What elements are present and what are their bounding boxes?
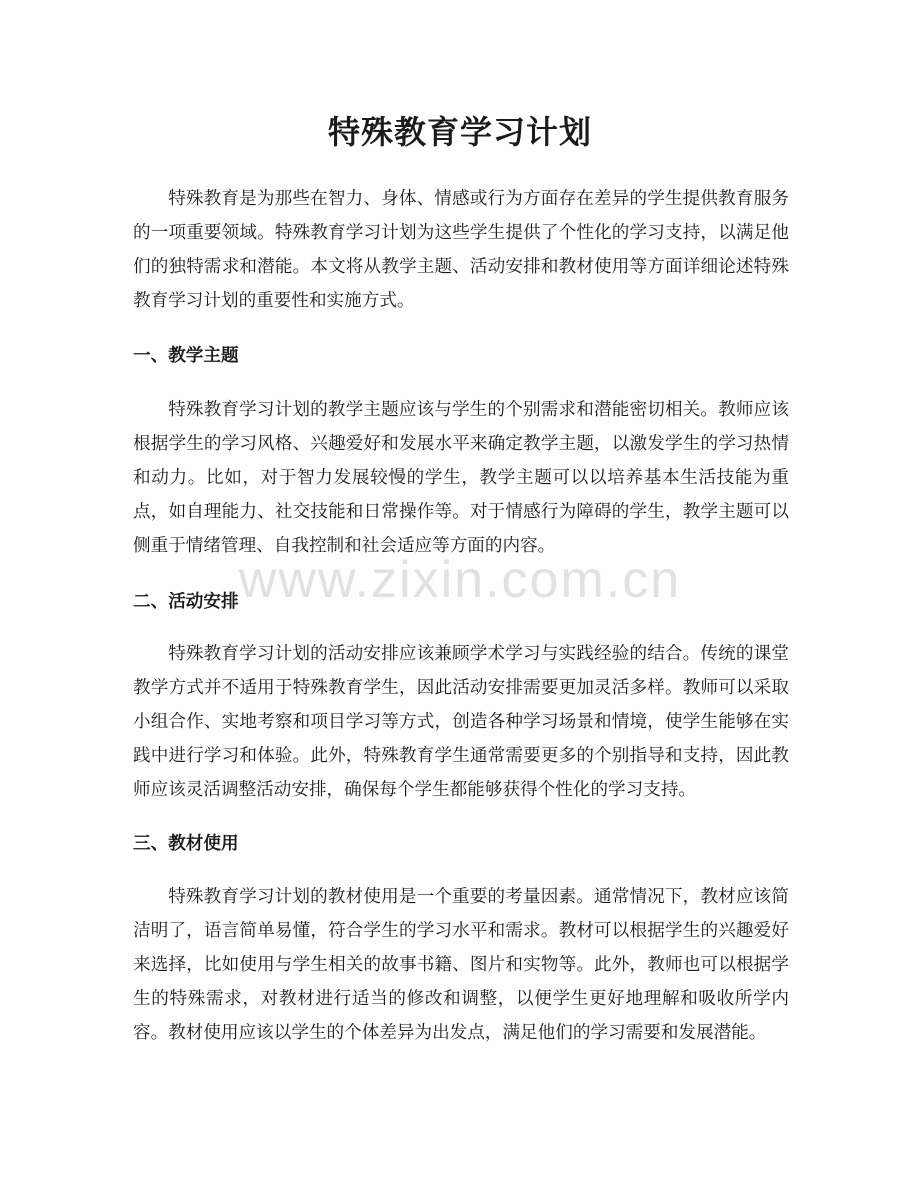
- section-heading-teaching-theme: 一、教学主题: [133, 346, 239, 366]
- document-title: 特殊教育学习计划: [327, 113, 592, 151]
- section-heading-materials-use: 三、教材使用: [133, 834, 239, 854]
- section-heading-activity-arrangement: 二、活动安排: [133, 592, 239, 612]
- watermark: www.zixin.com.cn: [238, 551, 682, 609]
- intro-paragraph: 特殊教育是为那些在智力、身体、情感或行为方面存在差异的学生提供教育服务的一项重要领域。特殊教育学习计划为这些学生提供了个性化的学习支持，以满足他们的独特需求和潜能。本文将从教学主题、活动安排和教材使用等方面详细论述特殊教育学习计划的重要性和实施方式。: [133, 189, 789, 311]
- section-body-materials-use: 特殊教育学习计划的教材使用是一个重要的考量因素。通常情况下，教材应该简洁明了，语言简单易懂，符合学生的学习水平和需求。教材可以根据学生的兴趣爱好来选择，比如使用与学生相关的故事书籍、图片和实物等。此外，教师也可以根据学生的特殊需求，对教材进行适当的修改和调整，以便学生更好地理解和吸收所学内容。教材使用应该以学生的个体差异为出发点，满足他们的学习需要和发展潜能。: [133, 887, 789, 1043]
- section-body-teaching-theme: 特殊教育学习计划的教学主题应该与学生的个别需求和潜能密切相关。教师应该根据学生的学习风格、兴趣爱好和发展水平来确定教学主题，以激发学生的学习热情和动力。比如，对于智力发展较慢的学生，教学主题可以以培养基本生活技能为重点，如自理能力、社交技能和日常操作等。对于情感行为障碍的学生，教学主题可以侧重于情绪管理、自我控制和社会适应等方面的内容。: [133, 400, 789, 556]
- section-body-activity-arrangement: 特殊教育学习计划的活动安排应该兼顾学术学习与实践经验的结合。传统的课堂教学方式并不适用于特殊教育学生，因此活动安排需要更加灵活多样。教师可以采取小组合作、实地考察和项目学习等方式，创造各种学习场景和情境，使学生能够在实践中进行学习和体验。此外，特殊教育学生通常需要更多的个别指导和支持，因此教师应该灵活调整活动安排，确保每个学生都能够获得个性化的学习支持。: [133, 644, 789, 800]
